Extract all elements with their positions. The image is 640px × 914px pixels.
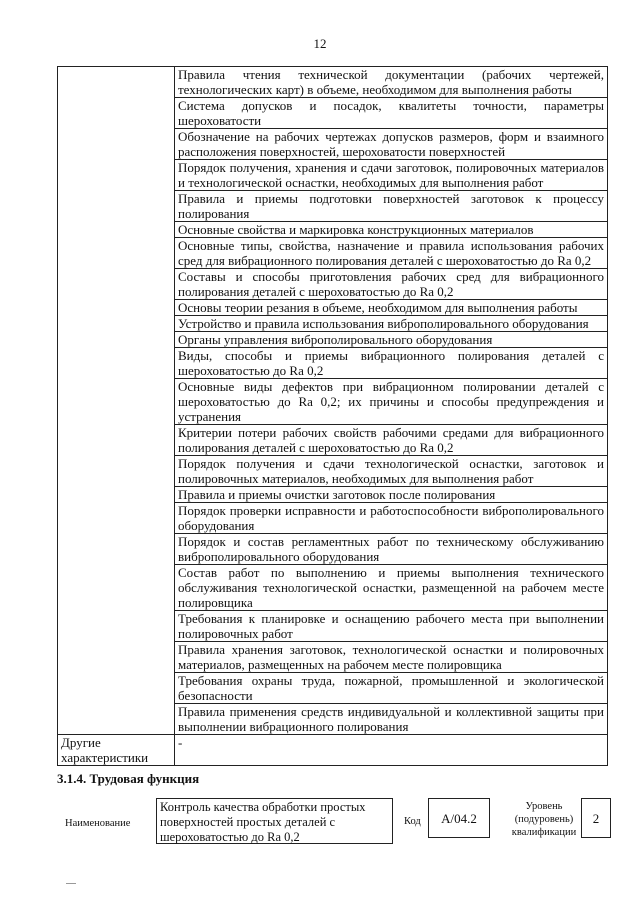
footer-mark bbox=[66, 883, 76, 884]
knowledge-item: Порядок проверки исправности и работоспособности виброполировального оборудования bbox=[175, 503, 608, 534]
knowledge-item: Основы теории резания в объеме, необходимом для выполнения работы bbox=[175, 300, 608, 316]
level-value: 2 bbox=[581, 798, 611, 838]
code-label: Код bbox=[404, 816, 421, 827]
knowledge-item: Порядок получения и сдачи технологической оснастки, заготовок и полировочных материалов, необходимых для выполнения работ bbox=[175, 456, 608, 487]
knowledge-item: Система допусков и посадок, квалитеты точности, параметры шероховатости bbox=[175, 98, 608, 129]
knowledge-item: Виды, способы и приемы вибрационного полирования деталей с шероховатостью до Ra 0,2 bbox=[175, 348, 608, 379]
knowledge-item: Состав работ по выполнению и приемы выполнения технического обслуживания технологической оснастки, размещенной на рабочем месте полировщика bbox=[175, 565, 608, 611]
table-row bbox=[58, 735, 608, 766]
knowledge-item: Порядок получения, хранения и сдачи заготовок, полировочных материалов и технологической оснастки, необходимых для выполнения работ bbox=[175, 160, 608, 191]
other-characteristics-value: - bbox=[175, 735, 608, 766]
knowledge-item: Правила и приемы очистки заготовок после полирования bbox=[175, 487, 608, 503]
section-title: 3.1.4. Трудовая функция bbox=[57, 771, 200, 786]
knowledge-item: Критерии потери рабочих свойств рабочими средами для вибрационного полирования деталей с шероховатостью до Ra 0,2 bbox=[175, 425, 608, 456]
knowledge-table-body bbox=[58, 67, 608, 766]
code-value: А/04.2 bbox=[428, 798, 490, 838]
name-value: Контроль качества обработки простых поверхностей простых деталей с шероховатостью до Ra 0,2 bbox=[156, 798, 393, 844]
table-row bbox=[58, 67, 608, 98]
knowledge-item: Основные виды дефектов при вибрационном полировании деталей с шероховатостью до Ra 0,2; их причины и способы предупреждения и устранения bbox=[175, 379, 608, 425]
knowledge-item: Правила и приемы подготовки поверхностей заготовок к процессу полирования bbox=[175, 191, 608, 222]
knowledge-item: Правила применения средств индивидуальной и коллективной защиты при выполнении вибрационного полирования bbox=[175, 704, 608, 735]
knowledge-item: Органы управления виброполировального оборудования bbox=[175, 332, 608, 348]
knowledge-item: Обозначение на рабочих чертежах допусков размеров, форм и взаимного расположения поверхностей, шероховатости поверхностей bbox=[175, 129, 608, 160]
knowledge-item: Требования охраны труда, пожарной, промышленной и экологической безопасности bbox=[175, 673, 608, 704]
knowledge-item: Составы и способы приготовления рабочих сред для вибрационного полирования деталей с шероховатостью до Ra 0,2 bbox=[175, 269, 608, 300]
name-label: Наименование bbox=[65, 818, 131, 829]
knowledge-item: Порядок и состав регламентных работ по техническому обслуживанию виброполировального оборудования bbox=[175, 534, 608, 565]
labor-function-header bbox=[57, 798, 617, 848]
level-label: Уровень (подуровень) квалификации bbox=[511, 801, 577, 838]
knowledge-item: Основные типы, свойства, назначение и правила использования рабочих сред для вибрационного полирования деталей с шероховатостью до Ra 0,2 bbox=[175, 238, 608, 269]
knowledge-item: Устройство и правила использования виброполировального оборудования bbox=[175, 316, 608, 332]
page-number: 12 bbox=[313, 36, 327, 51]
knowledge-table bbox=[57, 66, 608, 766]
other-characteristics-label: Другие характеристики bbox=[58, 735, 175, 766]
row-header-empty bbox=[58, 67, 175, 735]
knowledge-item: Требования к планировке и оснащению рабочего места при выполнении полировочных работ bbox=[175, 611, 608, 642]
knowledge-item: Основные свойства и маркировка конструкционных материалов bbox=[175, 222, 608, 238]
knowledge-item: Правила хранения заготовок, технологической оснастки и полировочных материалов, размещенных на рабочем месте полировщика bbox=[175, 642, 608, 673]
knowledge-item: Правила чтения технической документации (рабочих чертежей, технологических карт) в объеме, необходимом для выполнения работы bbox=[175, 67, 608, 98]
